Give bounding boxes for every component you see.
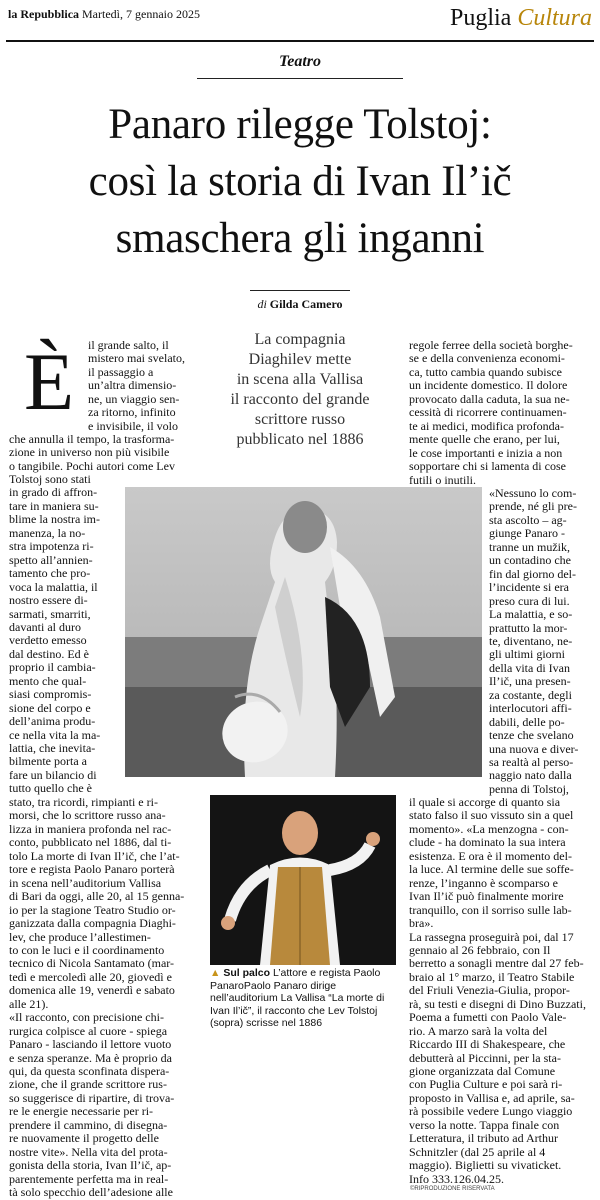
- body-text-line: lizza in maniera profonda nel rac-: [9, 822, 172, 836]
- body-text-line: tà solo specchio dell’adesione alle: [9, 1186, 173, 1200]
- body-text-line: alle 21).: [9, 997, 49, 1011]
- body-text-line: prendere il cammino, di disegna-: [9, 1118, 168, 1132]
- body-text-line: so suggerisce di ripartire, di trova-: [9, 1091, 175, 1105]
- body-text-line: dell’anima produ-: [9, 715, 96, 729]
- body-text-line: Info 333.126.04.25.: [409, 1172, 504, 1186]
- body-text-line: gonista della storia, Ivan Il’ič, ap-: [9, 1159, 172, 1173]
- body-text-line: za costante, degli: [489, 688, 572, 702]
- body-text-line: dabili, delle po-: [489, 715, 565, 729]
- body-text-line: con Puglia Culture e poi sarà ri-: [409, 1078, 563, 1092]
- body-text-line: za ritorno, infinito: [88, 406, 176, 420]
- issue-date: Martedì, 7 gennaio 2025: [82, 7, 200, 21]
- body-text-line: voca la malattia, il: [9, 580, 98, 594]
- body-text-line: del Friuli Venezia-Giulia, propor-: [409, 984, 570, 998]
- body-text-line: tranquillo, con il sorriso sulle lab-: [409, 903, 572, 917]
- deck-line: pubblicato nel 1886: [236, 431, 364, 448]
- body-text-line: e invisibile, il volo: [88, 419, 178, 433]
- body-text-line: ce nella vita la ma-: [9, 728, 101, 742]
- body-text-line: la luce. Al termine delle sue soffe-: [409, 863, 574, 877]
- body-text-line: verdetto emesso: [9, 634, 87, 648]
- body-text-line: zione in universo non più visibile: [9, 446, 170, 460]
- body-text-line: proposto in Vallisa e, ad aprile, sa-: [409, 1091, 575, 1105]
- section-name: Puglia: [449, 5, 512, 31]
- body-text-line: fin dal giorno del-: [489, 567, 576, 581]
- body-text-line: il grande salto, il: [88, 339, 169, 352]
- body-text-line: un contadino che: [489, 554, 571, 568]
- deck-line: in scena alla Vallisa: [236, 371, 364, 388]
- body-text-line: un’altra dimensio-: [88, 379, 177, 393]
- body-text-line: provocato dalla caduta, la sua ne-: [409, 392, 570, 406]
- body-text-line: di Bari da oggi, alle 20, al 15 genna-: [9, 890, 185, 904]
- body-text-line: le cose importanti e inizia a non: [409, 446, 563, 460]
- body-text-line: Ivan Il’ič può finalmente morire: [409, 890, 564, 904]
- body-text-line: zione, che il grande scrittore rus-: [9, 1078, 167, 1092]
- body-text-line: tamento che pro-: [9, 567, 91, 581]
- body-text-line: giunge Panaro -: [489, 527, 565, 541]
- body-text-line: rurgica colpisce al cuore - spiega: [9, 1024, 168, 1038]
- caption-triangle-icon: ▲: [210, 967, 221, 979]
- caption-text: L’attore e regista Paolo PanaroPaolo Panaro dirige nell’auditorium La Vallisa “La morte di Ivan Il’ič”, il racconto che Lev Tolstoj (sopra) scrisse nel 1886: [210, 967, 385, 1029]
- body-text-line: parentemente perfetta ma in real-: [9, 1172, 169, 1186]
- deck-line: il racconto del grande: [230, 391, 370, 408]
- body-text-line: il quale si accorge di quanto sia: [409, 796, 561, 809]
- body-text-line: verso la notte. Tappa finale con: [409, 1118, 560, 1132]
- body-text-line: blime la nostra im-: [9, 513, 100, 527]
- body-text-line: siasi compromis-: [9, 688, 92, 702]
- body-text-line: sa realtà al perso-: [489, 756, 574, 769]
- body-text-line: conto, pubblicato nel 1886, dal ti-: [9, 836, 172, 850]
- body-text-line: della vita di Ivan: [489, 661, 570, 675]
- body-text-line: maggio). Biglietti su vivaticket.: [409, 1159, 562, 1173]
- body-text-line: La malattia, e so-: [489, 608, 573, 622]
- body-text-line: sta ascolto – ag-: [489, 513, 567, 527]
- body-text-line: o tangibile. Pochi autori come Lev: [9, 459, 175, 473]
- body-text-line: spetto all’annien-: [9, 553, 93, 567]
- tolstoj-photo: [125, 487, 482, 777]
- body-text-line: tecnico di Nicola Santamato (mar-: [9, 957, 175, 971]
- body-text-line: tore e regista Paolo Panaro porterà: [9, 863, 175, 877]
- body-text-line: nostro essere di-: [9, 594, 88, 608]
- body-text-line: bra».: [409, 917, 434, 931]
- body-text-line: davanti al duro: [9, 620, 81, 634]
- body-text-line: «Il racconto, con precisione chi-: [9, 1011, 164, 1025]
- body-text-line: se e della convenienza economi-: [409, 352, 565, 366]
- body-text-line: cessità di ricorrere continuamen-: [409, 406, 567, 420]
- body-text-line: prattutto la mor-: [489, 621, 568, 635]
- body-text-line: ganizzata dalla compagnia Diaghi-: [9, 917, 176, 931]
- body-text-line: mente quelle che erano, per lui,: [409, 433, 560, 447]
- drop-cap: È: [24, 336, 75, 427]
- body-text-line: penna di Tolstoj,: [489, 782, 569, 796]
- body-text-line: te ai medici, modifica profonda-: [409, 419, 564, 433]
- body-text-line: mistero mai svelato,: [88, 352, 185, 366]
- body-text-line: ne, un viaggio sen-: [88, 392, 180, 406]
- body-text-line: stato, tra ricordi, rimpianti e ri-: [9, 796, 158, 809]
- deck-line: Diaghilev mette: [248, 351, 352, 368]
- caption-label: Sul palco: [223, 967, 271, 979]
- body-text-line: regole ferree della società borghe-: [409, 339, 573, 352]
- body-text-line: che annulla il tempo, la trasforma-: [9, 433, 175, 446]
- body-text-line: stato falso il suo vissuto sin a quel: [409, 809, 574, 823]
- body-text-line: re le energie necessarie per ri-: [9, 1105, 154, 1119]
- body-text-line: una nuova e diver-: [489, 742, 579, 756]
- body-text-line: te, diventano, ne-: [489, 634, 573, 648]
- body-text-line: tolo La morte di Ivan Il’ič, che l’at-: [9, 849, 180, 863]
- subsection-name: Cultura: [517, 5, 592, 31]
- body-text-line: tranne un mužik,: [489, 540, 570, 554]
- newspaper-brand: la Repubblica: [8, 7, 80, 21]
- body-text-line: sarmati, smarriti,: [9, 607, 91, 621]
- photo-caption: [210, 967, 400, 1030]
- body-text-line: La rassegna proseguirà poi, dal 17: [409, 930, 574, 944]
- body-text-line: nostre vite». Nella vita del prota-: [9, 1145, 168, 1159]
- author-name: Gilda Camero: [269, 297, 343, 311]
- body-text-line: clude - ha dominato la sua intera: [409, 836, 566, 850]
- body-text-line: renze, l’inganno è scomparso e: [409, 876, 558, 890]
- body-text-line: Riccardo III di Shakespeare, che: [409, 1038, 566, 1052]
- deck-line: scrittore russo: [254, 411, 346, 428]
- body-text-line: rio. A marzo sarà la volta del: [409, 1024, 548, 1038]
- body-text-line: il passaggio a: [88, 365, 154, 379]
- body-text-line: gione organizzata dal Comune: [409, 1065, 556, 1078]
- byline-prefix: di: [257, 297, 267, 311]
- body-text-line: Tolstoj sono stati: [9, 473, 91, 486]
- body-text-line: io per la stagione Teatro Studio or-: [9, 903, 176, 917]
- body-text-line: qui, da questa sconfinata dispera-: [9, 1065, 170, 1078]
- body-text-line: un incidente domestico. Il dolore: [409, 379, 568, 393]
- panaro-photo-illustration: [210, 795, 396, 965]
- body-text-line: l’incidente si era: [489, 581, 569, 595]
- body-text-line: lev, che produce l’allestimen-: [9, 930, 151, 944]
- body-text-line: stra impotenza ri-: [9, 540, 94, 554]
- body-text-line: mento che qual-: [9, 674, 87, 688]
- body-text-line: debutterà al Piccinni, per la sta-: [409, 1051, 561, 1065]
- headline-line: così la storia di Ivan Il’ič: [88, 158, 512, 205]
- body-text-line: Poema a fumetti con Paolo Vale-: [409, 1011, 567, 1025]
- body-text-line: futili o inutili.: [409, 473, 477, 487]
- body-text-line: rà, su testi e disegni di Dino Buzzati,: [409, 997, 586, 1011]
- body-text-line: in scena nell’auditorium Vallisa: [9, 876, 162, 890]
- body-text-line: Il’ič, una presen-: [489, 675, 571, 689]
- body-text-line: proprio il cambia-: [9, 661, 96, 675]
- body-text-line: braio al 1° marzo, il Teatro Stabile: [409, 970, 575, 984]
- body-text-line: prende, né gli pre-: [489, 500, 577, 514]
- body-text-line: Panaro - lasciando il lettore vuoto: [9, 1038, 172, 1052]
- body-text-line: gli ultimi giorni: [489, 648, 566, 662]
- headline-line: Panaro rilegge Tolstoj:: [108, 101, 492, 148]
- body-text-line: manenza, la no-: [9, 526, 86, 540]
- headline-line: smaschera gli inganni: [115, 215, 485, 262]
- tolstoj-photo-illustration: [125, 487, 482, 777]
- body-text-line: bilmente porta a: [9, 755, 87, 769]
- body-text-line: tenze che svelano: [489, 729, 574, 743]
- body-text-line: e senza speranze. Ma è proprio da: [9, 1051, 172, 1065]
- body-text-line: esistenza. E ora è il momento del-: [409, 849, 572, 863]
- body-text-line: to con le luci e il coordinamento: [9, 943, 165, 957]
- copyright-notice: ©RIPRODUZIONE RISERVATA: [410, 1186, 495, 1192]
- body-text-line: morsi, che lo scrittore russo ana-: [9, 809, 166, 823]
- body-text-line: tedì e mercoledì alle 20, giovedì e: [9, 970, 172, 984]
- panaro-stage-photo: [210, 795, 396, 965]
- body-text-line: sopportare chi si lamenta di cose: [409, 460, 566, 474]
- body-text-line: gennaio al 26 febbraio, con Il: [409, 943, 551, 957]
- body-text-line: in grado di affron-: [9, 486, 98, 500]
- body-text-line: domenica alle 19, venerdì e sabato: [9, 984, 175, 998]
- body-text-line: rà possibile vedere Lungo viaggio: [409, 1105, 573, 1119]
- body-text-line: dal destino. Ed è: [9, 647, 89, 661]
- body-text-line: fare un bilancio di: [9, 768, 97, 782]
- body-text-line: Letteratura, il tributo ad Arthur: [409, 1132, 558, 1146]
- body-text-line: tutto quello che è: [9, 782, 92, 796]
- body-text-line: preso cura di lui.: [489, 594, 570, 608]
- body-text-line: tare in maniera su-: [9, 499, 99, 513]
- body-text-line: lattia, che inevita-: [9, 742, 96, 755]
- body-text-line: interlocutori affi-: [489, 702, 572, 716]
- article-kicker: Teatro: [278, 53, 322, 70]
- body-text-line: «Nessuno lo com-: [489, 487, 577, 500]
- body-text-line: sione del corpo e: [9, 701, 91, 715]
- body-text-line: Schnitzler (dal 25 aprile al 4: [409, 1145, 546, 1159]
- body-text-line: momento». «La menzogna - con-: [409, 822, 569, 836]
- body-text-line: ca, tutto cambia quando subisce: [409, 365, 562, 379]
- deck-line: La compagnia: [254, 331, 346, 348]
- body-text-line: re nuovamente il progetto delle: [9, 1132, 159, 1146]
- body-text-line: naggio nato dalla: [489, 769, 572, 783]
- body-text-line: berretto a sonagli mentre dal 27 feb-: [409, 957, 584, 971]
